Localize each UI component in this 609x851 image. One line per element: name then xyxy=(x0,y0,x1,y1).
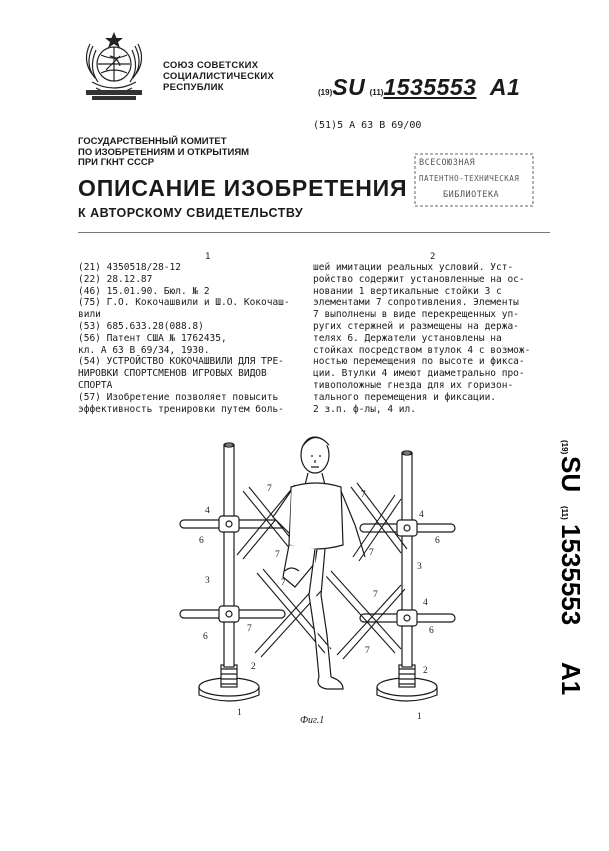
text-line: ройство содержит установленные на ос- xyxy=(313,273,525,285)
label-rod: 7 xyxy=(373,590,378,600)
label-sleeve: 4 xyxy=(419,510,424,520)
label-post: 3 xyxy=(205,576,210,586)
label-rod: 7 xyxy=(361,490,366,500)
side-code-11: (11) xyxy=(560,506,569,520)
label-holder: 6 xyxy=(199,536,204,546)
text-line: элементами 7 сопротивления. Элементы xyxy=(313,297,519,309)
label-sleeve: 4 xyxy=(423,598,428,608)
column-number: 1 xyxy=(205,252,211,262)
kind-code: A1 xyxy=(489,74,521,100)
country-code: SU xyxy=(332,74,366,100)
label-base: 1 xyxy=(417,712,422,722)
committee-line: ГОСУДАРСТВЕННЫЙ КОМИТЕТ xyxy=(78,136,227,147)
state-line: РЕСПУБЛИК xyxy=(163,82,224,93)
ipc-classification: (51)5 А 63 В 69/00 xyxy=(313,120,422,131)
code-11: (11) xyxy=(369,88,384,97)
side-code-19: (19) xyxy=(560,440,569,455)
text-line: (57) Изобретение позволяет повысить xyxy=(78,391,279,403)
side-kind: A1 xyxy=(556,662,586,696)
column-number: 2 xyxy=(430,252,436,262)
label-rod: 7 xyxy=(275,550,280,560)
text-line: телях 6. Держатели установлены на xyxy=(313,332,502,344)
label-rod: 7 xyxy=(267,484,272,494)
text-line: тивоположные гнезда для их горизон- xyxy=(313,379,514,391)
label-rod: 7 xyxy=(247,624,252,634)
text-line: стойках посредством втулок 4 с возмож- xyxy=(313,344,531,356)
text-line: СПОРТА xyxy=(78,379,113,391)
text-line: новании 1 вертикальные стойки 3 с xyxy=(313,285,502,297)
label-rod: 7 xyxy=(281,578,286,588)
right-post xyxy=(377,451,437,701)
library-stamp xyxy=(413,152,535,208)
ussr-emblem-icon xyxy=(78,30,150,104)
text-line: ностью перемещения по высоте и фикса- xyxy=(313,356,525,368)
text-line: ругих стержней и размещены на держа- xyxy=(313,320,519,332)
text-line: (46) 15.01.90. Бюл. № 2 xyxy=(78,285,210,297)
text-line: (75) Г.О. Кокочашвили и Ш.О. Кокочаш- xyxy=(78,297,290,309)
label-holder: 6 xyxy=(429,626,434,636)
text-line: тального перемещения и фиксации. xyxy=(313,391,497,403)
text-line: вили xyxy=(78,309,101,321)
code-19: (19) xyxy=(318,88,333,97)
patent-number: 1535553 xyxy=(383,74,477,100)
document-title: ОПИСАНИЕ ИЗОБРЕТЕНИЯ xyxy=(78,175,408,201)
training-device-figure xyxy=(165,425,485,725)
bibliographic-column xyxy=(78,262,306,415)
state-name xyxy=(163,60,274,93)
stamp-line: ПАТЕНТНО-ТЕХНИЧЕСКАЯ xyxy=(419,174,520,183)
document-subtitle: К АВТОРСКОМУ СВИДЕТЕЛЬСТВУ xyxy=(78,206,304,220)
text-line: (21) 4350518/28-12 xyxy=(78,262,181,273)
label-holder: 6 xyxy=(435,536,440,546)
label-post: 3 xyxy=(417,562,422,572)
text-line: 2 з.п. ф-лы, 4 ил. xyxy=(313,403,416,415)
state-line: СОЦИАЛИСТИЧЕСКИХ xyxy=(163,71,275,82)
abstract-column xyxy=(313,262,553,415)
athlete-figure xyxy=(273,437,365,689)
label-rod: 7 xyxy=(365,646,370,656)
state-line: СОЮЗ СОВЕТСКИХ xyxy=(163,60,259,71)
side-patent-number: 1535553 xyxy=(556,524,586,626)
label-screw: 2 xyxy=(251,662,256,672)
committee-line: ПРИ ГКНТ СССР xyxy=(78,157,155,168)
side-patent-banner xyxy=(524,440,586,710)
text-line: (56) Патент США № 1762435, xyxy=(78,332,227,344)
label-base: 1 xyxy=(237,708,242,718)
stamp-line: БИБЛИОТЕКА xyxy=(443,190,500,200)
text-line: ции. Втулки 4 имеют диаметрально про- xyxy=(313,368,525,380)
text-line: 7 выполнены в виде перекрещенных уп- xyxy=(313,309,519,321)
label-holder: 6 xyxy=(203,632,208,642)
text-line: (54) УСТРОЙСТВО КОКОЧАШВИЛИ ДЛЯ ТРЕ- xyxy=(78,356,284,368)
text-line: эффективность тренировки путем боль- xyxy=(78,403,284,415)
committee-line: ПО ИЗОБРЕТЕНИЯМ И ОТКРЫТИЯМ xyxy=(78,146,250,158)
text-line: НИРОВКИ СПОРТСМЕНОВ ИГРОВЫХ ВИДОВ xyxy=(78,368,267,380)
stamp-line: ВСЕСОЮЗНАЯ xyxy=(419,158,476,168)
side-country: SU xyxy=(556,456,586,493)
label-screw: 2 xyxy=(423,666,428,676)
label-sleeve: 4 xyxy=(205,506,210,516)
text-line: (53) 685.633.28(088.8) xyxy=(78,320,204,332)
text-line: (22) 28.12.87 xyxy=(78,273,153,285)
patent-number-header xyxy=(318,74,520,101)
text-line: кл. А 63 В 69/34, 1930. xyxy=(78,344,210,356)
divider xyxy=(78,232,550,233)
figure-caption: Фиг.1 xyxy=(300,715,325,726)
left-post xyxy=(199,443,259,701)
committee-name xyxy=(78,137,249,169)
label-rod: 7 xyxy=(369,548,374,558)
text-line: шей имитации реальных условий. Уст- xyxy=(313,262,514,273)
